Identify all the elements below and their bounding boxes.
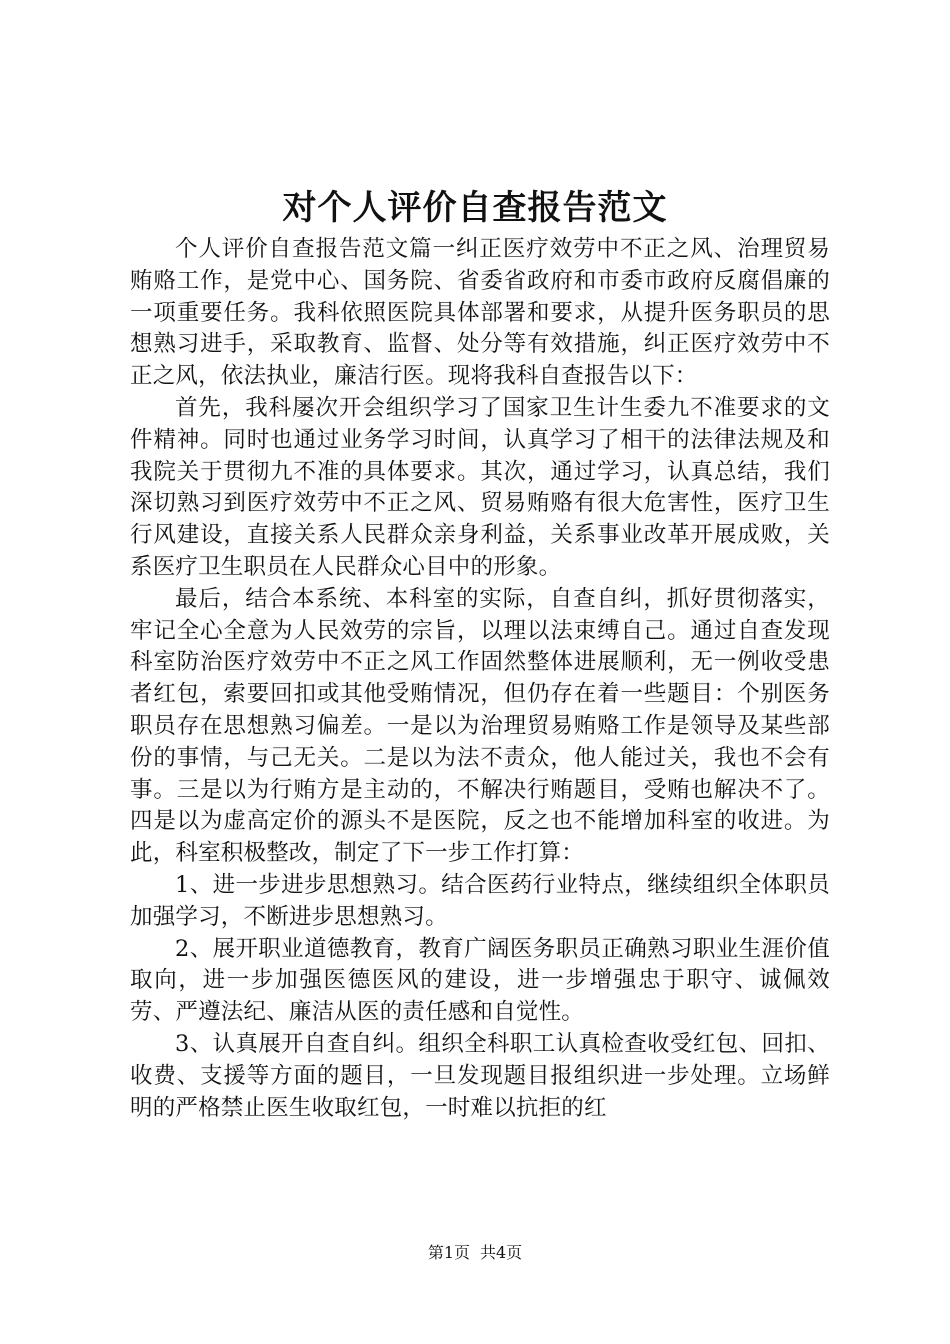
document-body (130, 234, 830, 1124)
paragraph-first: 首先，我科屡次开会组织学习了国家卫生计生委九不准要求的文件精神。同时也通过业务学习时间，认真学习了相干的法律法规及和我院关于贯彻九不准的具体要求。其次，通过学习，认真总结，我们深切熟习到医疗效劳中不正之风、贸易贿赂有很大危害性，医疗卫生行风建设，直接关系人民群众亲身利益，关系事业改革开展成败，关系医疗卫生职员在人民群众心目中的形象。 (130, 394, 830, 580)
paragraph-item-1: 1、进一步进步思想熟习。结合医药行业特点，继续组织全体职员加强学习，不断进步思想熟习。 (130, 871, 830, 930)
page-footer (0, 1243, 950, 1263)
paragraph-item-2: 2、展开职业道德教育，教育广阔医务职员正确熟习职业生涯价值取向，进一步加强医德医风的建设，进一步增强忠于职守、诚佩效劳、严遵法纪、廉洁从医的责任感和自觉性。 (130, 935, 830, 1026)
paragraph-intro: 个人评价自查报告范文篇一纠正医疗效劳中不正之风、治理贸易贿赂工作，是党中心、国务院、省委省政府和市委市政府反腐倡廉的一项重要任务。我科依照医院具体部署和要求，从提升医务职员的思想熟习进手，采取教育、监督、处分等有效措施，纠正医疗效劳中不正之风，依法执业，廉洁行医。现将我科自查报告以下： (130, 236, 830, 390)
paragraph-last: 最后，结合本系统、本科室的实际，自查自纠，抓好贯彻落实，牢记全心全意为人民效劳的宗旨，以理以法束缚自己。通过自查发现科室防治医疗效劳中不正之风工作固然整体进展顺利，无一例收受患者红包，索要回扣或其他受贿情况，但仍存在着一些题目：个别医务职员存在思想熟习偏差。一是以为治理贸易贿赂工作是领导及某些部份的事情，与己无关。二是以为法不责众，他人能过关，我也不会有事。三是以为行贿方是主动的，不解决行贿题目，受贿也解决不了。四是以为虚高定价的源头不是医院，反之也不能增加科室的收进。为此，科室积极整改，制定了下一步工作打算： (130, 585, 830, 867)
page-total: 共4页 (480, 1243, 523, 1262)
document-title: 对个人评价自查报告范文 (282, 188, 668, 228)
page-number: 第1页 (427, 1243, 470, 1262)
paragraph-item-3: 3、认真展开自查自纠。组织全科职工认真检查收受红包、回扣、收费、支援等方面的题目，一旦发现题目报组织进一步处理。立场鲜明的严格禁止医生收取红包，一时难以抗拒的红 (130, 1030, 830, 1121)
